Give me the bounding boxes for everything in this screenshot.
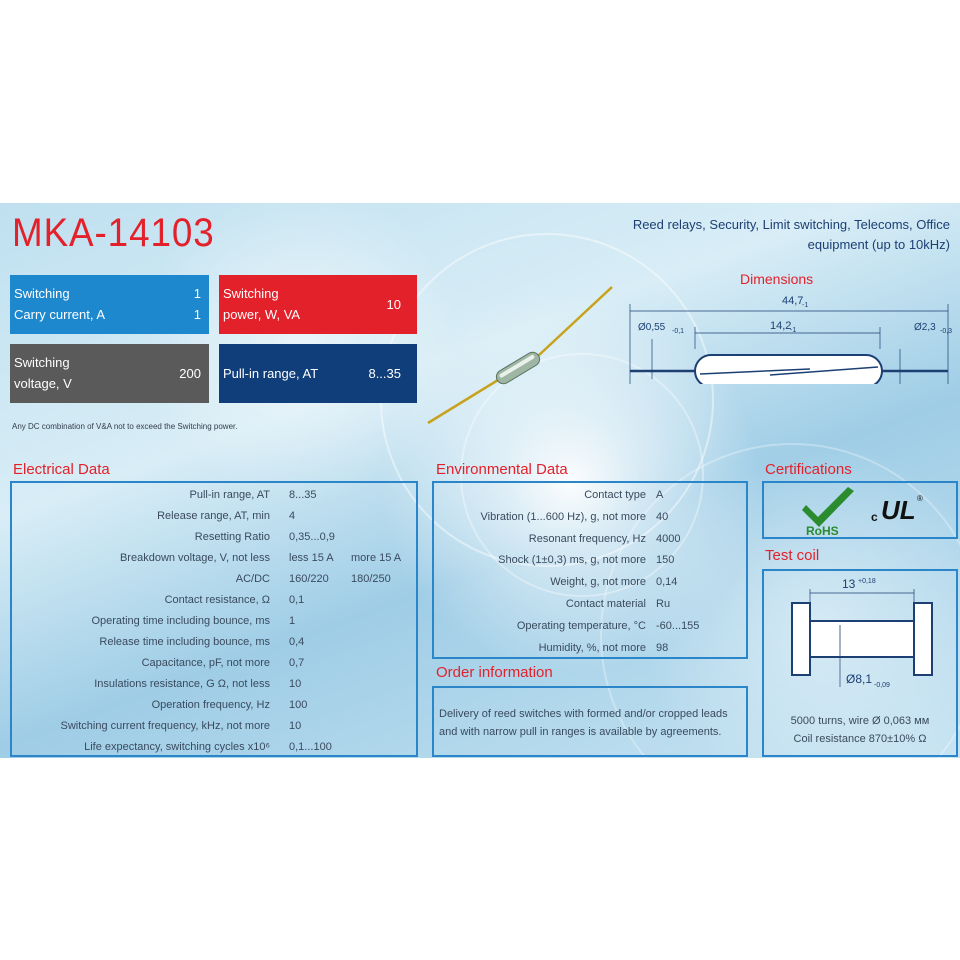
electrical-row <box>12 612 416 633</box>
stat-carry-label: Switching Carry current, A <box>14 286 106 322</box>
environmental-row <box>434 639 746 660</box>
dim-total-tol: -1 <box>802 302 809 309</box>
environmental-row <box>434 530 746 551</box>
dim-lead-tol: -0,1 <box>672 328 685 335</box>
electrical-row-label: Contact resistance, Ω <box>164 594 270 606</box>
environmental-row-label: Weight, g, not more <box>550 576 646 589</box>
product-title: MKA-14103 <box>12 211 215 255</box>
environmental-row <box>434 508 746 529</box>
stat-pull-in-range <box>219 344 417 403</box>
environmental-row-label: Resonant frequency, Hz <box>528 532 646 545</box>
environmental-row <box>434 573 746 594</box>
electrical-row-label: Operation frequency, Hz <box>151 699 270 711</box>
dim-body-length: 14,2 <box>770 320 792 332</box>
stat-carry-current <box>10 275 209 334</box>
electrical-row-value: 1 <box>289 615 296 627</box>
datasheet-banner <box>0 203 960 758</box>
stat-power-label: Switching power, W, VA <box>223 286 301 322</box>
dim-body-diameter: Ø2,3 <box>914 322 936 333</box>
environmental-row-value: 98 <box>656 641 669 654</box>
coil-resistance: Coil resistance 870±10% Ω <box>793 733 927 745</box>
electrical-row-value: 10 <box>289 720 302 732</box>
certifications-panel <box>762 481 958 539</box>
electrical-row-value: 8...35 <box>289 489 317 501</box>
electrical-row-value-2: more 15 A <box>351 552 402 564</box>
environmental-row-value: 40 <box>656 510 669 523</box>
product-subtitle: Reed relays, Security, Limit switching, Telecoms, Office equipment (up to 10kHz) <box>632 217 950 252</box>
electrical-row-value-2: 180/250 <box>351 573 391 585</box>
environmental-row-label: Contact type <box>584 489 646 501</box>
stat-carry-value-1: 1 <box>193 286 201 301</box>
dimensions-title: Dimensions <box>740 271 814 287</box>
test-coil-drawing <box>764 571 956 701</box>
ul-prefix: c <box>871 510 878 524</box>
electrical-row-label: Resetting Ratio <box>194 531 270 543</box>
coil-diameter-tol: -0,09 <box>874 682 890 689</box>
electrical-row <box>12 717 416 738</box>
order-information-title: Order information <box>436 664 553 681</box>
coil-length-tol: +0,18 <box>858 578 876 585</box>
environmental-row-label: Shock (1±0,3) ms, g, not more <box>498 554 646 567</box>
stat-switching-power <box>219 275 417 334</box>
electrical-row-value: less 15 A <box>289 552 334 564</box>
test-coil-panel <box>762 569 958 757</box>
electrical-row-label: Breakdown voltage, V, not less <box>119 552 270 564</box>
dimensions-drawing <box>620 289 960 384</box>
electrical-row <box>12 675 416 696</box>
test-coil-title: Test coil <box>765 547 820 564</box>
electrical-row <box>12 738 416 758</box>
electrical-row <box>12 570 416 591</box>
coil-diameter: Ø8,1 <box>846 672 873 686</box>
electrical-row-label: Operating time including bounce, ms <box>91 615 270 627</box>
electrical-row-value: 100 <box>289 699 308 711</box>
electrical-row <box>12 654 416 675</box>
stat-power-value: 10 <box>386 297 401 312</box>
environmental-row <box>434 551 746 572</box>
environmental-row-label: Operating temperature, °C <box>516 619 646 632</box>
stat-carry-value-2: 1 <box>193 307 201 322</box>
electrical-row-label: Life expectancy, switching cycles x10⁶ <box>84 741 270 753</box>
environmental-row <box>434 486 746 507</box>
electrical-row-label: Release range, AT, min <box>157 510 270 522</box>
certifications-title: Certifications <box>765 461 852 478</box>
rohs-label: RoHS <box>806 524 839 537</box>
electrical-row-label: Pull-in range, AT <box>189 489 270 501</box>
electrical-row-label: Release time including bounce, ms <box>99 636 270 648</box>
stat-pullin-label: Pull-in range, AT <box>223 366 319 381</box>
environmental-row-value: Ru <box>656 598 671 610</box>
stat-pullin-value: 8...35 <box>368 366 401 381</box>
environmental-row-value: 0,14 <box>656 576 678 589</box>
electrical-row-value: 10 <box>289 678 302 690</box>
electrical-row-value: 0,1 <box>289 594 305 606</box>
order-information-panel <box>432 686 748 757</box>
order-information-text: Delivery of reed switches with formed and/or cropped leads and with narrow pull in ranges is available by agreements. <box>439 708 728 738</box>
electrical-data-panel <box>10 481 418 757</box>
environmental-row-label: Contact material <box>565 598 646 610</box>
electrical-row <box>12 696 416 717</box>
electrical-row-value: 160/220 <box>289 573 329 585</box>
electrical-row <box>12 633 416 654</box>
environmental-data-panel <box>432 481 748 659</box>
electrical-row <box>12 549 416 570</box>
electrical-row <box>12 591 416 612</box>
electrical-row-label: Capacitance, pF, not more <box>141 657 270 669</box>
stat-switching-voltage <box>10 344 209 403</box>
electrical-data-title: Electrical Data <box>13 461 110 478</box>
dim-lead-diameter: Ø0,55 <box>638 322 666 333</box>
environmental-row-value: 150 <box>656 554 675 567</box>
reed-switch-image <box>420 283 620 433</box>
environmental-row-value: 4000 <box>656 532 681 545</box>
dim-body-tol-dia: -0,3 <box>940 328 953 335</box>
ul-logo <box>869 491 929 531</box>
electrical-row-label: Switching current frequency, kHz, not more <box>60 720 270 732</box>
electrical-row-value: 0,1...100 <box>289 741 332 753</box>
electrical-row-value: 0,4 <box>289 636 305 648</box>
electrical-row <box>12 507 416 528</box>
environmental-row-label: Vibration (1...600 Hz), g, not more <box>480 510 646 523</box>
stat-voltage-label: Switching voltage, V <box>14 355 72 391</box>
environmental-row-label: Humidity, %, not more <box>538 641 646 654</box>
stat-voltage-value: 200 <box>179 366 201 381</box>
electrical-row <box>12 486 416 507</box>
electrical-row-label: Insulations resistance, G Ω, not less <box>94 678 270 690</box>
ul-label: UL <box>881 495 916 525</box>
switching-note: Any DC combination of V&A not to exceed the Switching power. <box>12 422 238 431</box>
environmental-data-title: Environmental Data <box>436 461 568 478</box>
environmental-row-value: -60...155 <box>656 619 700 632</box>
environmental-row <box>434 617 746 638</box>
electrical-row-label: AC/DC <box>235 573 270 585</box>
environmental-row-value: A <box>656 489 664 501</box>
coil-length: 13 <box>842 577 856 591</box>
dim-body-tol: -1 <box>790 327 797 334</box>
electrical-row-value: 0,35...0,9 <box>289 531 335 543</box>
electrical-row <box>12 528 416 549</box>
ul-registered-mark: ® <box>917 494 923 503</box>
rohs-logo <box>802 485 860 537</box>
electrical-row-value: 0,7 <box>289 657 305 669</box>
environmental-row <box>434 595 746 616</box>
coil-turns: 5000 turns, wire Ø 0,063 мм <box>790 715 930 727</box>
electrical-row-value: 4 <box>289 510 296 522</box>
dim-total-length: 44,7 <box>782 295 804 307</box>
